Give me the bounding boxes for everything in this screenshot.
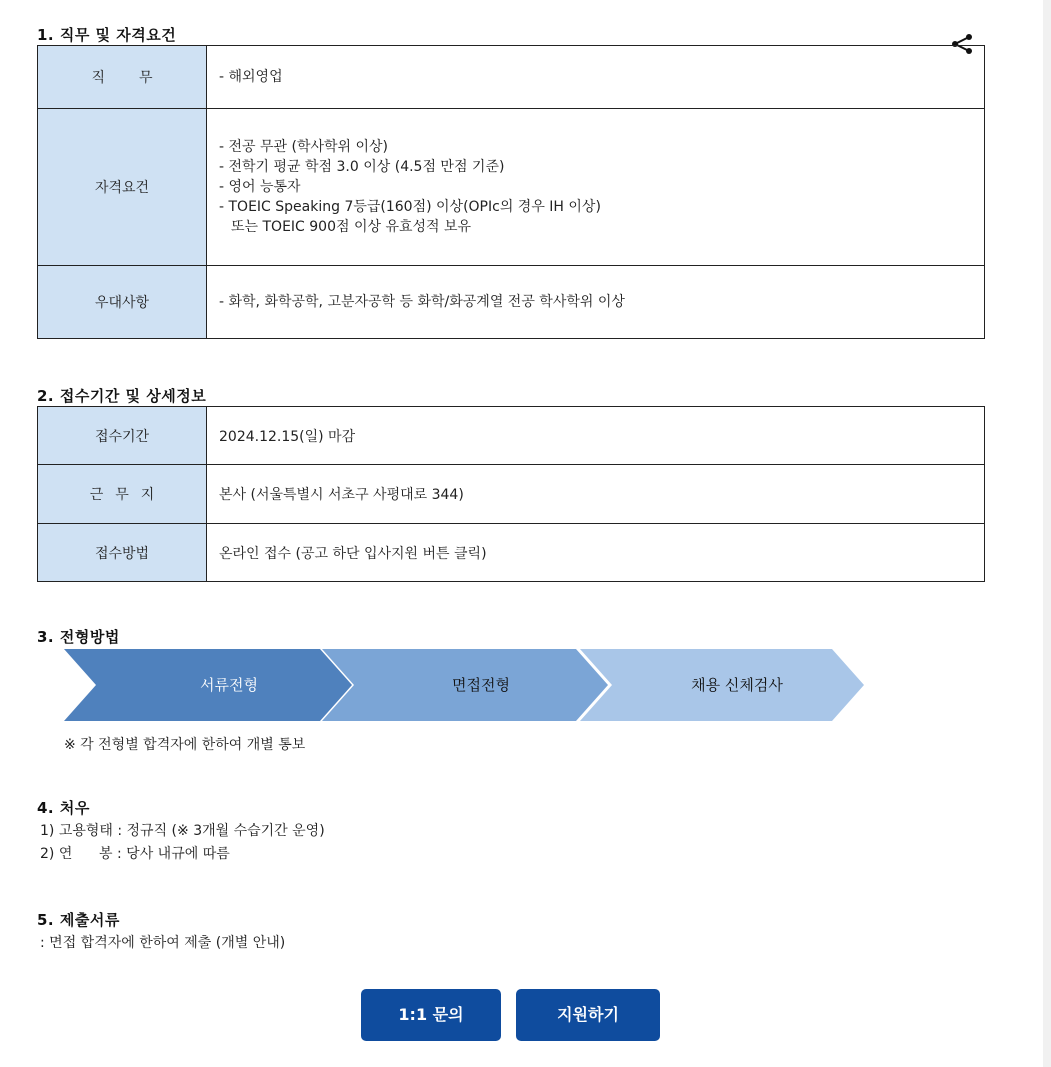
application-details-table bbox=[37, 406, 985, 582]
row-header-job bbox=[38, 46, 207, 109]
value-line: - 전학기 평균 학점 3.0 이상 (4.5점 만점 기준) bbox=[219, 159, 505, 175]
value-line: - 영어 능통자 bbox=[219, 179, 301, 195]
qualification-table bbox=[37, 45, 985, 339]
row-value-period: 2024.12.15(일) 마감 bbox=[207, 407, 985, 465]
compensation-line-1: 1) 고용형태 : 정규직 (※ 3개월 수습기간 운영) bbox=[40, 823, 325, 839]
row-header-preferences: 우대사항 bbox=[38, 266, 207, 339]
row-value-method: 온라인 접수 (공고 하단 입사지원 버튼 클릭) bbox=[207, 524, 985, 582]
table-row bbox=[38, 465, 985, 524]
row-header-method: 접수방법 bbox=[38, 524, 207, 582]
value-line: - TOEIC Speaking 7등급(160점) 이상(OPIc의 경우 IH 이상) bbox=[219, 199, 601, 215]
row-header-qualifications: 자격요건 bbox=[38, 109, 207, 266]
value-line: - 해외영업 bbox=[219, 69, 283, 85]
row-header-location bbox=[38, 465, 207, 524]
table-row bbox=[38, 407, 985, 465]
process-note: ※ 각 전형별 합격자에 한하여 개별 통보 bbox=[64, 737, 306, 753]
row-value-location: 본사 (서울특별시 서초구 사평대로 344) bbox=[207, 465, 985, 524]
compensation-line-2: 2) 연 봉 : 당사 내규에 따름 bbox=[40, 846, 230, 862]
table-row bbox=[38, 109, 985, 266]
section-1-title: 1. 직무 및 자격요건 bbox=[37, 26, 177, 44]
section-3-title: 3. 전형방법 bbox=[37, 628, 120, 646]
documents-text: : 면접 합격자에 한하여 제출 (개별 안내) bbox=[40, 935, 286, 951]
section-2-title: 2. 접수기간 및 상세정보 bbox=[37, 387, 207, 405]
table-row bbox=[38, 266, 985, 339]
value-line: - 화학, 화학공학, 고분자공학 등 화학/화공계열 전공 학사학위 이상 bbox=[219, 294, 625, 310]
row-value-job bbox=[207, 46, 985, 109]
value-line: - 전공 무관 (학사학위 이상) bbox=[219, 139, 389, 155]
section-5-title: 5. 제출서류 bbox=[37, 911, 120, 929]
section-4-title: 4. 처우 bbox=[37, 799, 90, 817]
apply-button[interactable]: 지원하기 bbox=[516, 989, 660, 1041]
row-value-qualifications bbox=[207, 109, 985, 266]
row-header-period: 접수기간 bbox=[38, 407, 207, 465]
scrollbar[interactable] bbox=[1043, 0, 1051, 1067]
process-step-2: 면접전형 bbox=[452, 676, 510, 694]
table-row bbox=[38, 524, 985, 582]
inquiry-button[interactable]: 1:1 문의 bbox=[361, 989, 501, 1041]
value-line: 또는 TOEIC 900점 이상 유효성적 보유 bbox=[231, 219, 472, 235]
table-row bbox=[38, 46, 985, 109]
process-step-1: 서류전형 bbox=[200, 676, 258, 694]
row-header-label: 근무지 bbox=[89, 487, 167, 503]
row-value-preferences bbox=[207, 266, 985, 339]
selection-process bbox=[64, 649, 864, 721]
row-header-label: 직무 bbox=[91, 70, 187, 86]
process-step-3: 채용 신체검사 bbox=[691, 676, 783, 694]
